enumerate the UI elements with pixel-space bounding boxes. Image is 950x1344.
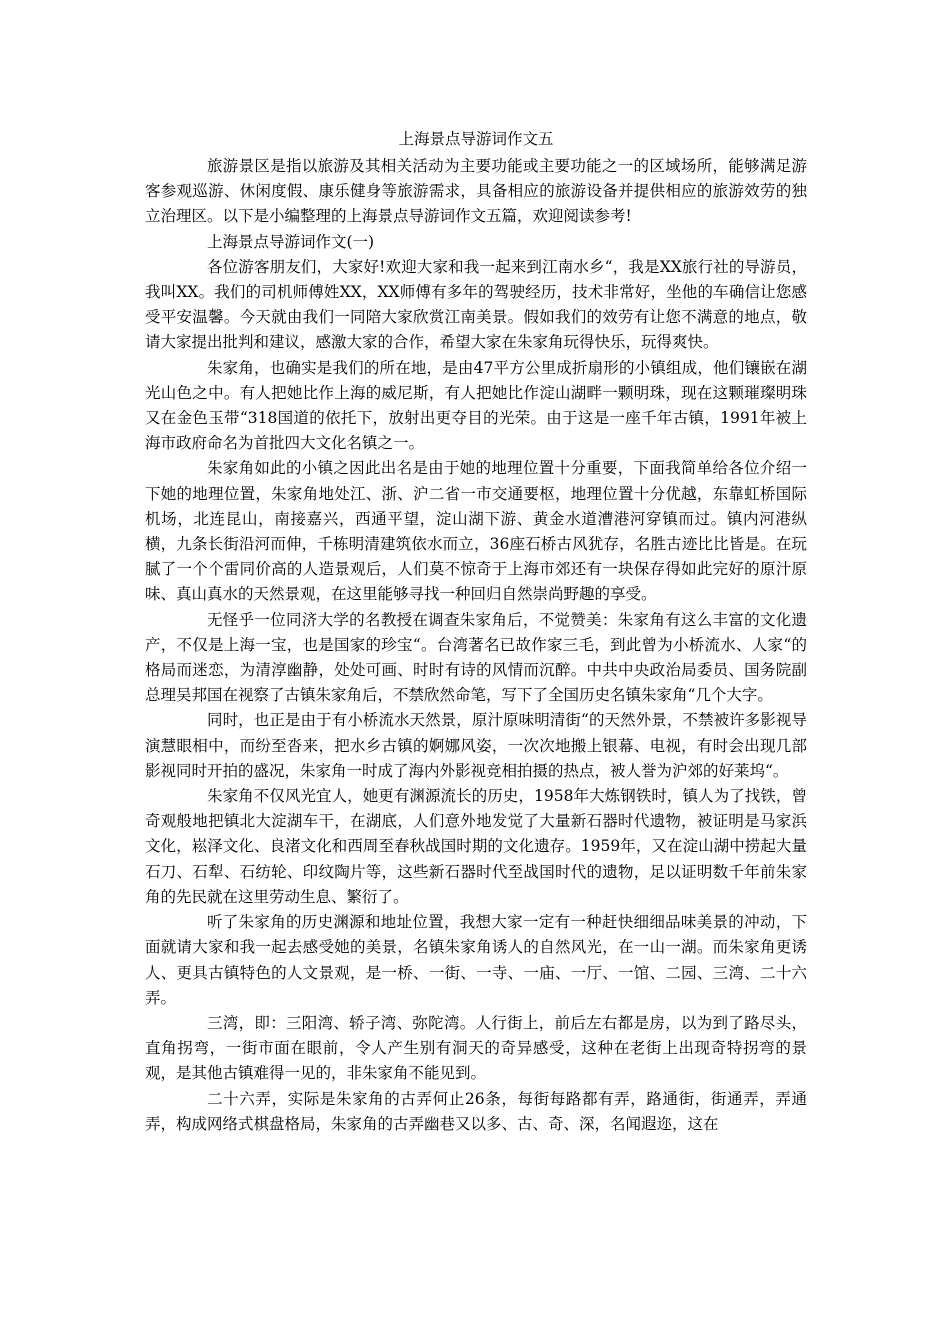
body-paragraph: 朱家角，也确实是我们的所在地，是由47平方公里成折扇形的小镇组成，他们镶嵌在湖光山色之中。有人把她比作上海的威尼斯，有人把她比作淀山湖畔一颗明珠，现在这颗璀璨明珠又在金色玉带“318国道的依托下，放射出更夺目的光荣。由于这是一座千年古镇，1991年被上海市政府命名为首批四大文化名镇之一。 — [145, 358, 807, 453]
body-paragraph: 各位游客朋友们，大家好!欢迎大家和我一起来到江南水乡“，我是XX旅行社的导游员，我叫XX。我们的司机师傅姓XX，XX师傅有多年的驾驶经历，技术非常好，坐他的车确信让您感受平安温馨。今天就由我们一同陪大家欣赏江南美景。假如我们的效劳有让您不满意的地点，敬请大家提出批判和建议，感激大家的合作，希望大家在朱家角玩得快乐，玩得爽快。 — [145, 257, 807, 352]
body-paragraph: 同时，也正是由于有小桥流水天然景，原汁原味明清街“的天然外景，不禁被许多影视导演慧眼相中，而纷至沓来，把水乡古镇的婀娜风姿，一次次地搬上银幕、电视，有时会出现几部影视同时开拍的盛况，朱家角一时成了海内外影视竞相拍摄的热点，被人誉为沪郊的好莱坞“。 — [145, 711, 807, 780]
intro-paragraph: 旅游景区是指以旅游及其相关活动为主要功能或主要功能之一的区域场所，能够满足游客参观巡游、休闲度假、康乐健身等旅游需求，具备相应的旅游设备并提供相应的旅游效劳的独立治理区。以下是小编整理的上海景点导游词作文五篇，欢迎阅读参考! — [145, 157, 807, 226]
document-title: 上海景点导游词作文五 — [398, 130, 554, 148]
body-paragraph: 朱家角不仅风光宜人，她更有渊源流长的历史，1958年大炼钢铁时，镇人为了找铁，曾奇观般地把镇北大淀湖车干，在湖底，人们意外地发觉了大量新石器时代遗物，被证明是马家浜文化，崧泽文化、良渚文化和西周至春秋战国时期的文化遗存。1959年，又在淀山湖中捞起大量石刀、石犁、石纺轮、印纹陶片等，这些新石器时代至战国时代的遗物，足以证明数千年前朱家角的先民就在这里劳动生息、繁衍了。 — [145, 787, 807, 906]
body-paragraph: 无怪乎一位同济大学的名教授在调查朱家角后，不觉赞美：朱家角有这么丰富的文化遗产，不仅是上海一宝，也是国家的珍宝“。台湾著名已故作家三毛，到此曾为小桥流水、人家“的格局而迷恋，为清淳幽静，处处可画、时时有诗的风情而沉醉。中共中央政治局委员、国务院副总理吴邦国在视察了古镇朱家角后，不禁欣然命笔，写下了全国历史名镇朱家角“几个大字。 — [145, 610, 807, 705]
body-paragraph: 三湾，即：三阳湾、轿子湾、弥陀湾。人行街上，前后左右都是房，以为到了路尽头，直角拐弯，一街市面在眼前，令人产生别有洞天的奇异感受，这种在老街上出现奇特拐弯的景观，是其他古镇难得一见的，非朱家角不能见到。 — [145, 1013, 807, 1083]
body-paragraph: 听了朱家角的历史渊源和地址位置，我想大家一定有一种赶快细细品味美景的冲动，下面就请大家和我一起去感受她的美景，名镇朱家角诱人的自然风光，在一山一湖。而朱家角更诱人、更具古镇特色的人文景观，是一桥、一街、一寺、一庙、一厅、一馆、二园、三湾、二十六弄。 — [145, 913, 807, 1007]
document-page — [145, 124, 807, 1137]
body-paragraph: 朱家角如此的小镇之因此出名是由于她的地理位置十分重要，下面我简单给各位介绍一下她的地理位置，朱家角地处江、浙、沪二省一市交通要枢，地理位置十分优越，东靠虹桥国际机场，北连昆山，南接嘉兴，西通平望，淀山湖下游、黄金水道漕港河穿镇而过。镇内河港纵横，九条长街沿河而伸，千栋明清建筑依水而立，36座石桥古风犹存，名胜古迹比比皆是。在玩腻了一个个雷同价高的人造景观后，人们莫不惊奇于上海市郊还有一块保存得如此完好的原汁原味、真山真水的天然景观，在这里能够寻找一种回归自然崇尚野趣的享受。 — [145, 459, 807, 604]
section-heading: 上海景点导游词作文(一) — [207, 232, 375, 251]
body-paragraph: 二十六弄，实际是朱家角的古弄何止26条，每街每路都有弄，路通街，街通弄，弄通弄，构成网络式棋盘格局，朱家角的古弄幽巷又以多、古、奇、深，名闻遐迩，这在 — [145, 1089, 807, 1133]
